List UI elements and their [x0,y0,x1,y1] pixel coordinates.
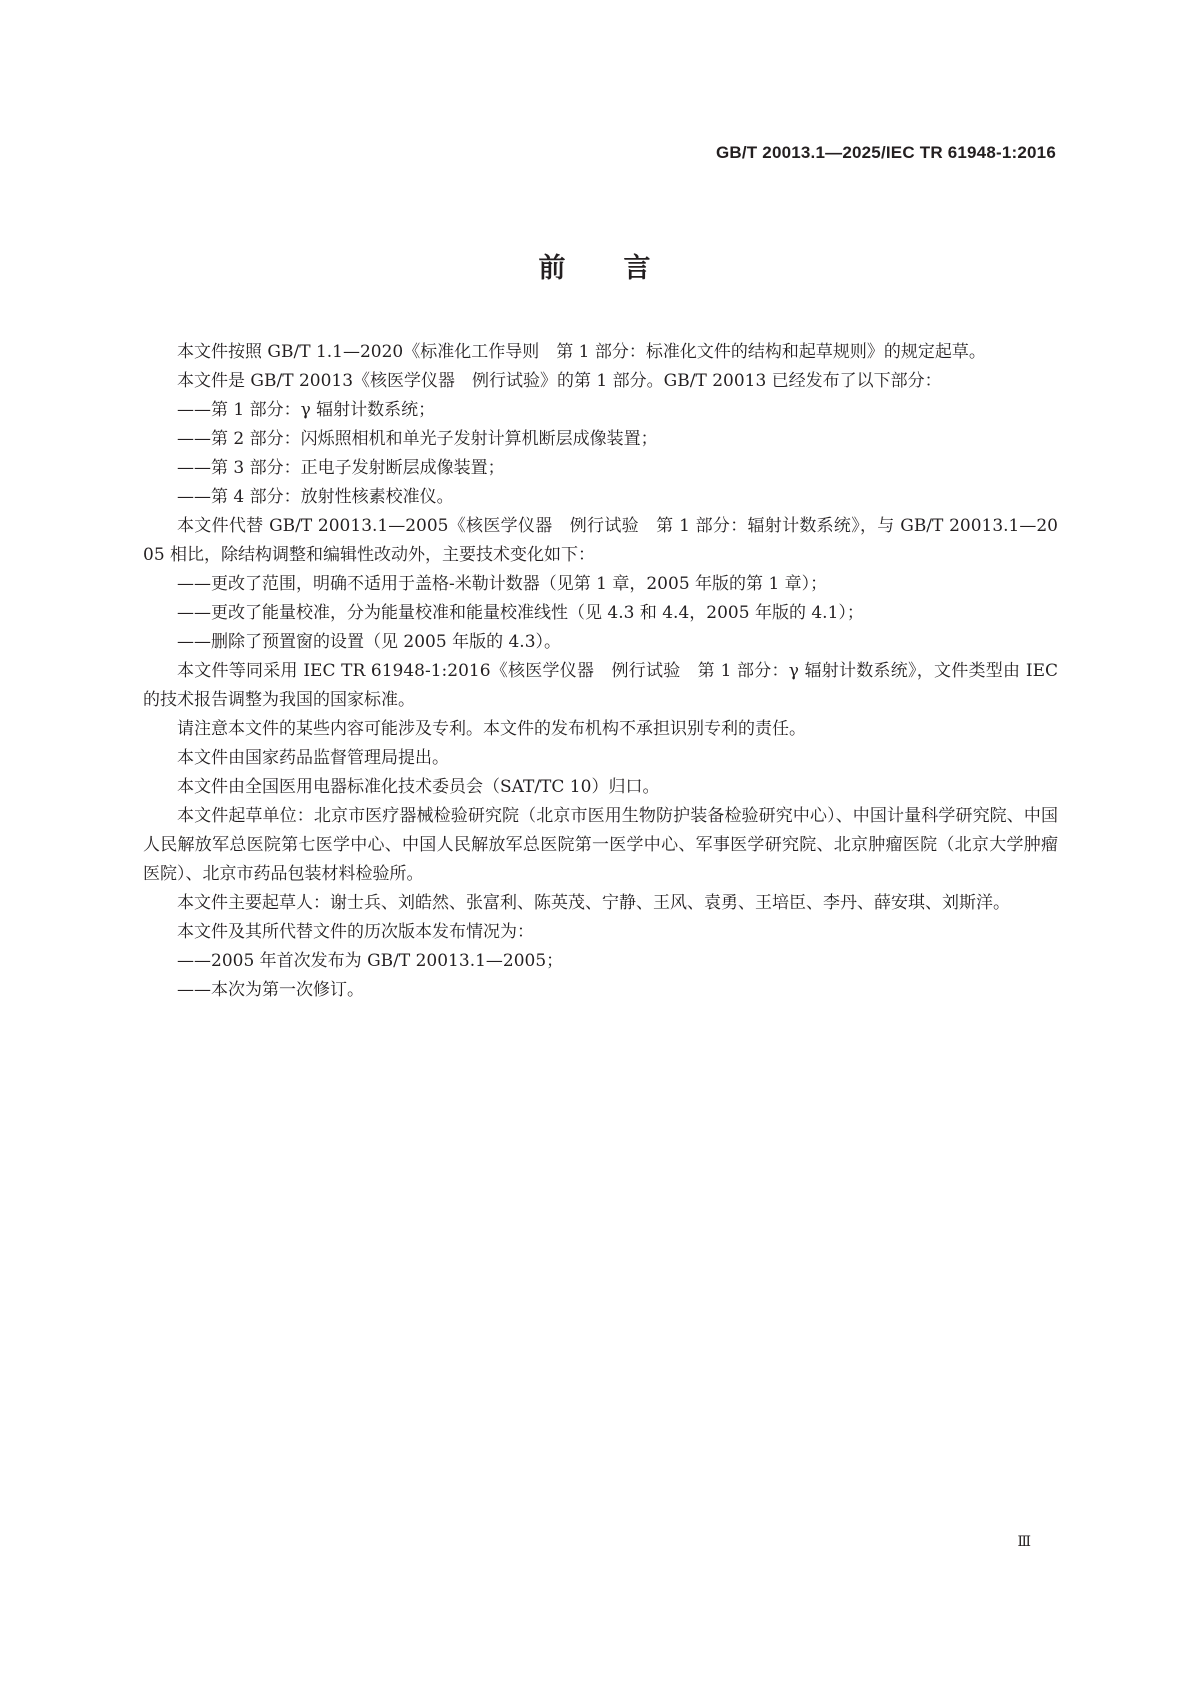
list-item-history-2005: ——2005 年首次发布为 GB/T 20013.1—2005； [177,951,564,971]
list-item-part-1: ——第 1 部分：γ 辐射计数系统； [177,400,436,420]
paragraph-series-parts: 本文件是 GB/T 20013《核医学仪器 例行试验》的第 1 部分。GB/T 20013 已经发布了以下部分： [177,371,942,391]
paragraph-replaces: 本文件代替 GB/T 20013.1—2005《核医学仪器 例行试验 第 1 部分：辐射计数系统》，与 GB/T 20013.1—2005 相比，除结构调整和编辑性改动外，主要技术变化如下： [143,516,1058,565]
preface-body [143,338,1058,1005]
list-item-change-scope: ——更改了范围，明确不适用于盖格-米勒计数器（见第 1 章，2005 年版的第 1 章）； [177,574,828,594]
page-title-char-1: 前 [538,253,568,284]
standard-number-header: GB/T 20013.1—2025/IEC TR 61948-1:2016 [715,143,1056,162]
paragraph-version-history: 本文件及其所代替文件的历次版本发布情况为： [177,922,534,942]
list-item-part-3: ——第 3 部分：正电子发射断层成像装置； [177,458,505,478]
list-item-history-revision: ——本次为第一次修订。 [177,980,364,1000]
page-number: Ⅲ [1017,1534,1031,1550]
paragraph-drafters: 本文件主要起草人：谢士兵、刘皓然、张富利、陈英茂、宁静、王风、袁勇、王培臣、李丹、薛安琪、刘斯洋。 [177,893,1010,913]
page-title-char-2: 言 [623,253,653,284]
paragraph-drafting-rules: 本文件按照 GB/T 1.1—2020《标准化工作导则 第 1 部分：标准化文件的结构和起草规则》的规定起草。 [177,342,986,362]
list-item-part-4: ——第 4 部分：放射性核素校准仪。 [177,487,454,507]
paragraph-drafting-units: 本文件起草单位：北京市医疗器械检验研究院（北京市医用生物防护装备检验研究中心）、中国计量科学研究院、中国人民解放军总医院第七医学中心、中国人民解放军总医院第一医学中心、军事医学研究院、北京肿瘤医院（北京大学肿瘤医院）、北京市药品包装材料检验所。 [143,806,1058,884]
list-item-change-energy: ——更改了能量校准，分为能量校准和能量校准线性（见 4.3 和 4.4，2005 年版的 4.1）； [177,603,864,623]
list-item-change-window: ——删除了预置窗的设置（见 2005 年版的 4.3）。 [177,632,562,652]
paragraph-administered-by: 本文件由全国医用电器标准化技术委员会（SAT/TC 10）归口。 [177,777,660,797]
list-item-part-2: ——第 2 部分：闪烁照相机和单光子发射计算机断层成像装置； [177,429,658,449]
page-title [0,246,1191,285]
paragraph-patent-notice: 请注意本文件的某些内容可能涉及专利。本文件的发布机构不承担识别专利的责任。 [177,719,806,739]
paragraph-identical-adoption: 本文件等同采用 IEC TR 61948-1:2016《核医学仪器 例行试验 第 1 部分：γ 辐射计数系统》，文件类型由 IEC 的技术报告调整为我国的国家标准。 [143,661,1058,710]
paragraph-proposed-by: 本文件由国家药品监督管理局提出。 [177,748,449,768]
